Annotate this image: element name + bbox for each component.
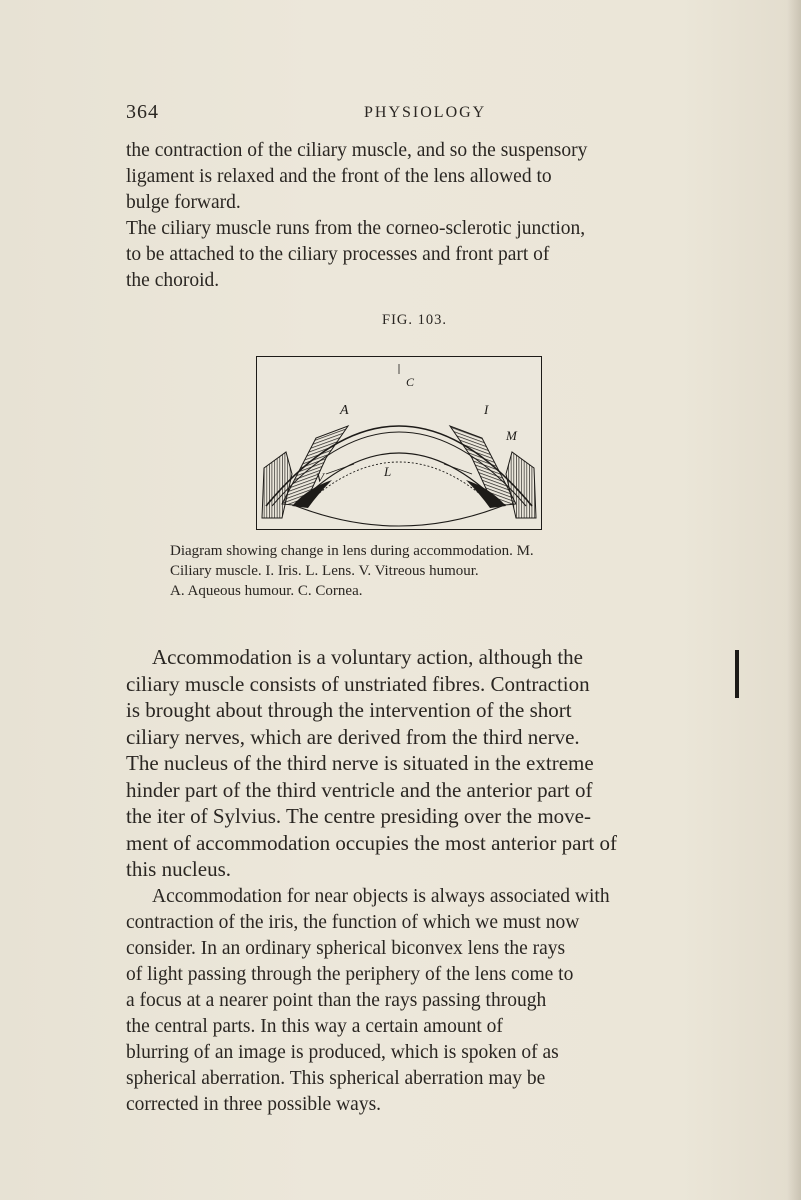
text-line: ciliary nerves, which are derived from the third nerve. bbox=[126, 724, 580, 749]
text-line: to be attached to the ciliary processes and front part of bbox=[126, 244, 550, 265]
figure-caption bbox=[170, 541, 730, 601]
text-line: Accommodation is a voluntary action, although the bbox=[152, 645, 583, 669]
figure-label: FIG. 103. bbox=[382, 312, 447, 328]
caption-line: A. Aqueous humour. C. Cornea. bbox=[170, 583, 363, 599]
letter-l: L bbox=[384, 464, 392, 479]
page-edge-shadow bbox=[787, 0, 801, 1200]
text-line: hinder part of the third ventricle and the anterior part of bbox=[126, 777, 593, 802]
text-line: the iter of Sylvius. The centre presiding over the move- bbox=[126, 804, 591, 828]
caption-line: Diagram showing change in lens during accommodation. M. bbox=[170, 543, 534, 559]
letter-i: I bbox=[484, 402, 489, 417]
text-line: is brought about through the intervention of the short bbox=[126, 698, 572, 722]
text-line: consider. In an ordinary spherical biconvex lens the rays bbox=[126, 938, 566, 959]
text-line: the choroid. bbox=[126, 270, 220, 291]
text-line: the contraction of the ciliary muscle, and so the suspensory bbox=[126, 140, 588, 161]
text-line: blurring of an image is produced, which is spoken of as bbox=[126, 1042, 559, 1063]
text-line: ligament is relaxed and the front of the lens allowed to bbox=[126, 166, 552, 187]
text-line: of light passing through the periphery of the lens come to bbox=[126, 964, 574, 985]
letter-m: M bbox=[506, 428, 517, 443]
text-line: ment of accommodation occupies the most anterior part of bbox=[126, 830, 618, 855]
text-line: contraction of the iris, the function of which we must now bbox=[126, 912, 580, 933]
paragraph-4 bbox=[126, 884, 716, 1118]
text-line: a focus at a nearer point than the rays passing through bbox=[126, 990, 547, 1011]
page-header bbox=[126, 101, 716, 131]
letter-v: V bbox=[316, 470, 324, 485]
text-line: the central parts. In this way a certain amount of bbox=[126, 1016, 503, 1037]
paragraph-1 bbox=[126, 138, 716, 216]
caption-line: Ciliary muscle. I. Iris. L. Lens. V. Vitreous humour. bbox=[170, 563, 479, 579]
paragraph-2 bbox=[126, 216, 716, 294]
running-head: PHYSIOLOGY bbox=[364, 104, 487, 121]
letter-c: C bbox=[406, 375, 415, 389]
text-line: ciliary muscle consists of unstriated fibres. Contraction bbox=[126, 671, 590, 696]
text-line: The ciliary muscle runs from the corneo-sclerotic junction, bbox=[126, 218, 586, 239]
text-line: The nucleus of the third nerve is situated in the extreme bbox=[126, 751, 594, 775]
text-line: spherical aberration. This spherical aberration may be bbox=[126, 1068, 546, 1089]
text-line: corrected in three possible ways. bbox=[126, 1094, 382, 1115]
paragraph-3 bbox=[126, 644, 716, 883]
text-line: bulge forward. bbox=[126, 192, 241, 213]
text-line: Accommodation for near objects is always associated with bbox=[152, 886, 610, 907]
margin-mark bbox=[735, 650, 739, 698]
letter-a: A bbox=[340, 403, 349, 418]
eye-accommodation-diagram bbox=[256, 356, 542, 530]
page-number: 364 bbox=[126, 101, 159, 123]
text-line: this nucleus. bbox=[126, 857, 231, 881]
